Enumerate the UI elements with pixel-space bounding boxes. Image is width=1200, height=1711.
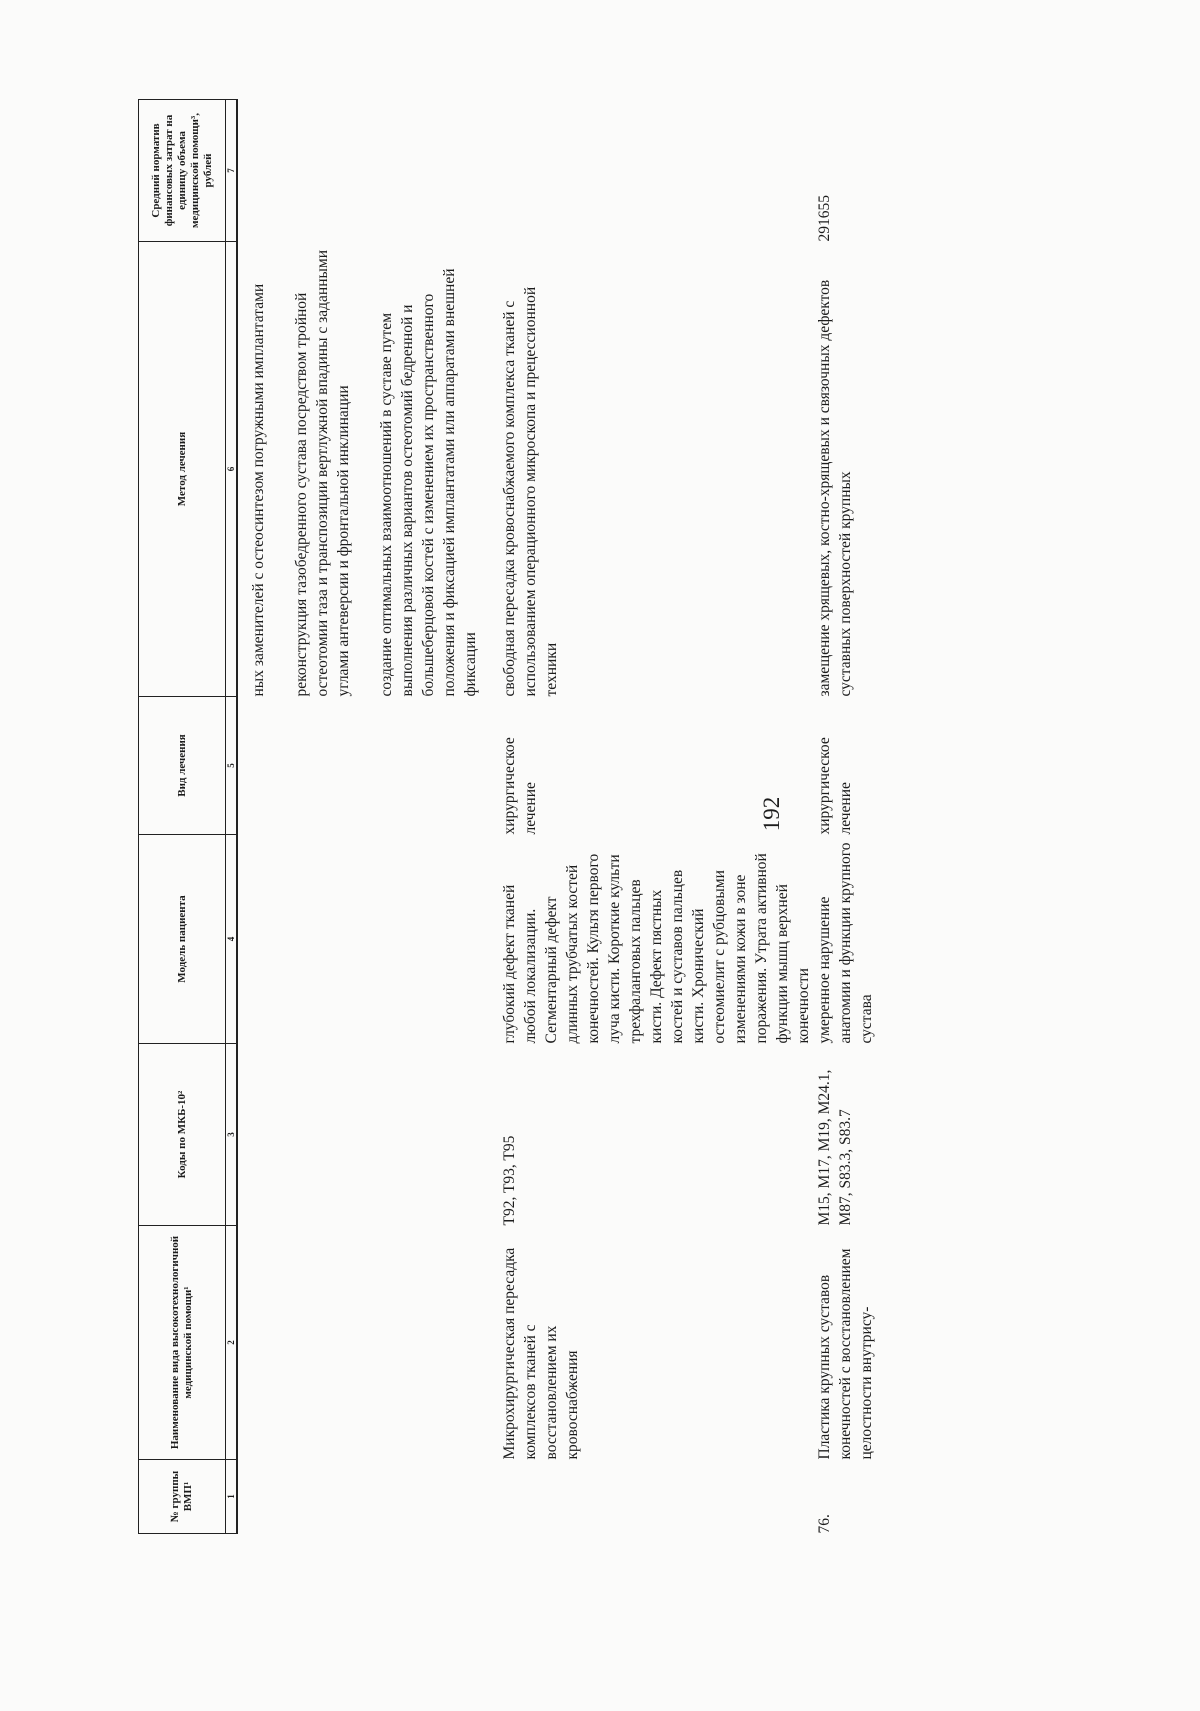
method-text: реконструкция тазобедренного сустава посредством тройной остеотомии таза и транспозиции вертлужной впадины с заданными углами антеверсии и фронтальной инклинации: [293, 249, 352, 697]
header-row: [139, 100, 226, 1534]
header-treatment-method: Метод лечения: [139, 242, 226, 697]
column-number: 6: [226, 242, 238, 697]
table-row-microsurgery: [499, 100, 814, 1534]
table-row-76: [814, 100, 877, 1534]
page-number: 192: [759, 796, 784, 832]
treatment-type-cell: хирургическое лечение: [501, 737, 539, 835]
continuation-row: [237, 100, 499, 1534]
header-icd-codes: Коды по МКБ-10²: [139, 1044, 226, 1226]
header-cost-standard: Средний норматив финансовых затрат на единицу объема медицинской помощи³, рублей: [139, 100, 226, 242]
icd-codes-cell: M15, M17, M19, M24.1, M87, S83.3, S83.7: [816, 1069, 854, 1226]
treatment-method-cell: свободная пересадка кровоснабжаемого комплекса тканей с использованием операционного микроскопа и прецессионной техники: [501, 286, 560, 697]
column-number: 1: [226, 1460, 238, 1534]
patient-model-cell: глубокий дефект тканей любой локализации. Сегментарный дефект длинных трубчатых костей конечностей. Культя первого луча кисти. Короткие культи трехфаланговых пальцев кисти. Дефект пястных костей и суставов пальцев кисти. Хронический остеомиелит с рубцовыми изменениями кожи в зоне поражения. Утрата активной функции мышц верхней конечности: [501, 853, 812, 1044]
header-hmc-name: Наименование вида высокотехнологичной медицинской помощи¹: [139, 1226, 226, 1460]
patient-model-cell: умеренное нарушение анатомии и функции крупного сустава: [816, 842, 875, 1044]
header-treatment-type: Вид лечения: [139, 697, 226, 835]
group-number-cell: [499, 1460, 814, 1534]
column-number: 7: [226, 100, 238, 242]
column-number: 4: [226, 835, 238, 1044]
header-group-number: № группы ВМП¹: [139, 1460, 226, 1534]
treatment-type-cell: хирургическое лечение: [816, 737, 854, 835]
column-number-row: [226, 100, 238, 1534]
rotated-document-table: [138, 100, 1198, 1534]
column-number: 2: [226, 1226, 238, 1460]
cost-cell: [499, 100, 814, 242]
hmc-name-cell: Пластика крупных суставов конечностей с восстановлением целостности внутрису-: [816, 1248, 875, 1460]
icd-codes-cell: T92, T93, T95: [501, 1135, 518, 1226]
cost-cell: 291655: [816, 195, 833, 242]
reference-table: [138, 99, 877, 1534]
column-number: 5: [226, 697, 238, 835]
group-number-cell: 76.: [816, 1514, 833, 1534]
method-text: создание оптимальных взаимоотношений в суставе путем выполнения различных вариантов остеотомий бедренной и большеберцовой костей с изменением их пространственного положения и фиксацией имплантатами или аппаратами внешней фиксации: [378, 268, 479, 697]
method-text: ных заменителей с остеосинтезом погружными имплантатами: [250, 283, 267, 697]
column-number: 3: [226, 1044, 238, 1226]
hmc-name-cell: Микрохирургическая пересадка комплексов тканей с восстановлением их кровоснабжения: [501, 1247, 581, 1460]
treatment-method-cell: замещение хрящевых, костно-хрящевых и связочных дефектов суставных поверхностей крупных: [816, 279, 854, 697]
header-patient-model: Модель пациента: [139, 835, 226, 1044]
method-cell: [237, 242, 499, 697]
